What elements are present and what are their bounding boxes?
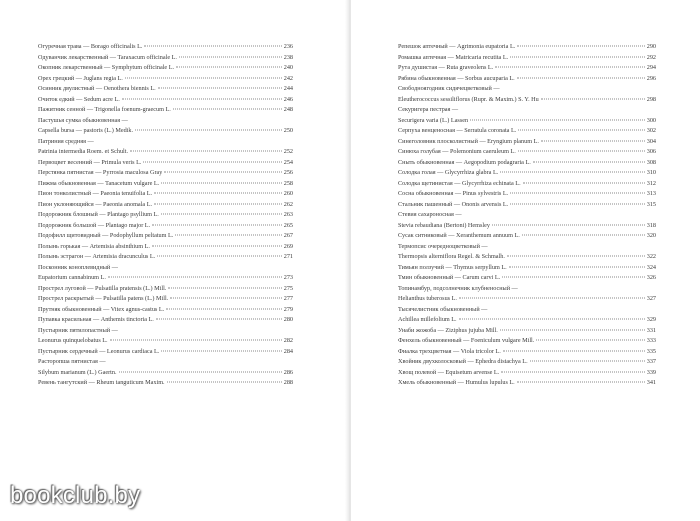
toc-entry xyxy=(38,368,293,379)
toc-entry-title: Прострел луговой — Pulsatilla pratensis (L.) Mill. xyxy=(38,284,167,292)
toc-entry-page: 238 xyxy=(283,53,293,61)
leader-dots xyxy=(166,308,282,309)
toc-entry-title: Термопсис очередноцветковый — xyxy=(398,242,488,250)
toc-entry xyxy=(38,273,293,284)
toc-entry-page: 262 xyxy=(283,200,293,208)
toc-entry-page: 246 xyxy=(283,95,293,103)
toc-entry-title: Окопник лекарственный — Symphytum officinale L. xyxy=(38,64,175,71)
toc-entry xyxy=(398,305,656,316)
toc-entry-title: Securigera varia (L.) Lassen xyxy=(398,116,469,124)
toc-entry-page: 327 xyxy=(646,295,656,302)
toc-entry-title: Eupatorium cannabinum L. xyxy=(38,274,106,281)
toc-entry-page: 280 xyxy=(283,316,293,323)
toc-entry-title: Подорожник блошный — Plantago psyllium L. xyxy=(38,211,159,218)
toc-entry-page: 315 xyxy=(646,200,656,208)
toc-entry xyxy=(38,158,293,169)
toc-entry-title: Подорожник большой — Plantago major L. xyxy=(38,221,151,229)
toc-entry xyxy=(38,336,293,347)
toc-entry-page: 286 xyxy=(283,368,293,376)
toc-entry-page: 313 xyxy=(646,190,656,197)
right-toc xyxy=(398,42,656,389)
toc-entry xyxy=(398,357,656,368)
toc-entry-page: 282 xyxy=(283,337,293,344)
toc-entry-title: Фенхель обыкновенный — Foeniculum vulgare Mill. xyxy=(398,337,535,344)
toc-entry-page: 329 xyxy=(646,316,656,323)
toc-entry-title: Тысячелистник обыкновенный — xyxy=(398,305,488,313)
leader-dots xyxy=(495,67,644,68)
toc-entry-title: Пастушья сумка обыкновенная — xyxy=(38,116,128,124)
toc-entry-page: 240 xyxy=(283,64,293,71)
leader-dots xyxy=(179,56,282,57)
toc-entry-page: 248 xyxy=(283,106,293,113)
leader-dots xyxy=(154,203,282,204)
toc-entry-page: 292 xyxy=(646,53,656,61)
toc-entry xyxy=(38,137,293,148)
toc-entry-page: 306 xyxy=(646,148,656,155)
toc-entry-title: Серпуха венценосная — Serratula coronata L. xyxy=(398,127,517,134)
toc-entry-page: 320 xyxy=(646,232,656,239)
leader-dots xyxy=(510,56,645,57)
toc-entry-page: 326 xyxy=(646,274,656,281)
leader-dots xyxy=(108,277,282,278)
toc-entry-title: Пустырник сердечный — Leonurus cardiaca L. xyxy=(38,347,160,355)
toc-entry xyxy=(38,252,293,263)
toc-entry-title: Перстянка пятнистая — Pyrrosia maculosa Gray xyxy=(38,169,163,176)
leader-dots xyxy=(173,109,282,110)
toc-entry-title: Полынь эстрагон — Artemisia dracunculus L. xyxy=(38,253,156,260)
toc-entry xyxy=(398,252,656,263)
toc-entry xyxy=(38,326,293,337)
leader-dots xyxy=(168,287,281,288)
toc-entry xyxy=(398,189,656,200)
leader-dots xyxy=(470,119,645,120)
toc-entry-page: 254 xyxy=(283,158,293,166)
toc-entry-page: 279 xyxy=(283,305,293,313)
toc-entry-page: 260 xyxy=(283,190,293,197)
toc-entry-title: Орех грецкий — Juglans regia L. xyxy=(38,74,123,82)
toc-entry xyxy=(398,179,656,190)
toc-entry-title: Осинник двулистный — Oenothera biennis L. xyxy=(38,85,156,92)
toc-entry xyxy=(398,137,656,148)
leader-dots xyxy=(143,161,281,162)
leader-dots xyxy=(517,382,645,383)
toc-entry-title: Солодка голая — Glycyrrhiza glabra L. xyxy=(398,169,499,176)
leader-dots xyxy=(170,298,281,299)
toc-entry-title: Солодка щетинистая — Glycyrrhiza echinata L. xyxy=(398,179,521,187)
toc-entry xyxy=(38,42,293,53)
toc-entry xyxy=(398,315,656,326)
toc-entry-page: 273 xyxy=(283,274,293,281)
toc-entry-page: 337 xyxy=(646,358,656,365)
toc-entry-title: Пион тонколистный — Paeonia tenuifolia L. xyxy=(38,190,153,197)
leader-dots xyxy=(510,193,645,194)
leader-dots xyxy=(541,98,645,99)
toc-entry-title: Пион уклоняющийся — Paeonia anomala L. xyxy=(38,200,153,208)
toc-entry-page: 267 xyxy=(283,232,293,239)
toc-entry-page: 304 xyxy=(646,137,656,145)
toc-entry xyxy=(38,221,293,232)
toc-entry-page: 265 xyxy=(283,221,293,229)
toc-entry-title: Первоцвет весенний — Primula veris L. xyxy=(38,158,142,166)
toc-entry xyxy=(398,210,656,221)
leader-dots xyxy=(175,235,281,236)
toc-entry-page: 256 xyxy=(283,169,293,176)
toc-entry-page: 294 xyxy=(646,64,656,71)
toc-entry xyxy=(398,105,656,116)
toc-entry-page: 308 xyxy=(646,158,656,166)
leader-dots xyxy=(500,172,644,173)
toc-entry-page: 324 xyxy=(646,263,656,271)
toc-entry xyxy=(38,105,293,116)
toc-entry-page: 258 xyxy=(283,179,293,187)
right-page xyxy=(351,0,700,521)
toc-entry-page: 290 xyxy=(646,43,656,50)
leader-dots xyxy=(492,224,645,225)
leader-dots xyxy=(176,67,282,68)
toc-entry-title: Helianthus tuberosus L. xyxy=(398,295,457,302)
toc-entry-title: Ревень тангутский — Rheum tanguticum Maxim. xyxy=(38,379,165,386)
toc-entry-page: 318 xyxy=(646,221,656,229)
toc-entry-title: Пажитник сенной — Trigonella foenum-graecum L. xyxy=(38,106,171,113)
toc-entry-page: 277 xyxy=(283,295,293,302)
toc-entry xyxy=(398,231,656,242)
toc-entry xyxy=(398,284,656,295)
toc-entry-page: 269 xyxy=(283,242,293,250)
leader-dots xyxy=(500,329,645,330)
leader-dots xyxy=(152,224,282,225)
leader-dots xyxy=(503,350,645,351)
toc-entry-title: Пустырник пятилопастный — xyxy=(38,326,118,334)
toc-entry xyxy=(398,74,656,85)
toc-entry-title: Патриния средняя — xyxy=(38,137,94,145)
toc-entry-title: Секуригера пестрая — xyxy=(398,106,459,113)
toc-entry xyxy=(38,84,293,95)
toc-entry xyxy=(38,126,293,137)
toc-entry xyxy=(38,53,293,64)
toc-entry-page: 339 xyxy=(646,368,656,376)
leader-dots xyxy=(135,130,282,131)
toc-entry-page: 331 xyxy=(646,326,656,334)
toc-entry xyxy=(38,347,293,358)
toc-entry-title: Одуванчик лекарственный — Taraxacum officinale L. xyxy=(38,53,177,61)
toc-entry-title: Eleutherococcus sessiliflorus (Rupr. & Maxim.) S. Y. Hu xyxy=(398,95,539,103)
toc-entry-title: Хмель обыкновенный — Humulus lupulus L. xyxy=(398,379,515,386)
toc-entry xyxy=(398,116,656,127)
toc-entry xyxy=(38,242,293,253)
leader-dots xyxy=(509,266,645,267)
toc-entry xyxy=(38,168,293,179)
toc-entry-title: Thermopsis alterniflora Regel. & Schmalh. xyxy=(398,253,505,260)
leader-dots xyxy=(152,245,282,246)
toc-entry xyxy=(398,63,656,74)
toc-entry-page: 335 xyxy=(646,347,656,355)
toc-entry-title: Стальник пашенный — Ononis arvensis L. xyxy=(398,200,509,208)
toc-entry xyxy=(38,210,293,221)
toc-entry xyxy=(38,231,293,242)
leader-dots xyxy=(523,182,645,183)
leader-dots xyxy=(536,340,644,341)
toc-entry xyxy=(38,63,293,74)
toc-entry-page: 341 xyxy=(646,379,656,386)
toc-entry xyxy=(38,357,293,368)
toc-entry-title: Сусак ситниковый — Xeranthemum annuum L. xyxy=(398,232,520,239)
toc-entry xyxy=(398,294,656,305)
leader-dots xyxy=(161,214,282,215)
toc-entry xyxy=(398,326,656,337)
toc-entry-page: 322 xyxy=(646,253,656,260)
toc-entry-title: Унаби жожоба — Ziziphus jujuba Mill. xyxy=(398,326,498,334)
toc-entry-title: Синюха голубая — Polemonium caeruleum L. xyxy=(398,148,516,155)
leader-dots xyxy=(541,140,645,141)
toc-entry-title: Свободноягодник сидячецветковый — xyxy=(398,85,500,92)
left-page xyxy=(0,0,349,521)
toc-entry-title: Полынь горькая — Artemisia absinthium L. xyxy=(38,242,150,250)
toc-entry-title: Стевия сахароносная — xyxy=(398,211,462,218)
watermark: bookclub.by xyxy=(10,482,141,509)
leader-dots xyxy=(517,46,644,47)
toc-entry-title: Пупавка красильная — Anthemis tinctoria L. xyxy=(38,316,154,323)
toc-entry xyxy=(398,378,656,389)
toc-entry-page: 333 xyxy=(646,337,656,344)
leader-dots xyxy=(144,46,281,47)
toc-entry-page: 236 xyxy=(283,43,293,50)
toc-entry xyxy=(398,347,656,358)
toc-entry xyxy=(398,158,656,169)
toc-entry-title: Репешок аптечный — Agrimonia eupatoria L. xyxy=(398,43,516,50)
toc-entry-title: Хвойник двухколосковый — Ephedra distachya L. xyxy=(398,358,528,365)
toc-entry xyxy=(38,305,293,316)
toc-entry xyxy=(38,116,293,127)
toc-entry-page: 252 xyxy=(283,148,293,155)
leader-dots xyxy=(167,382,282,383)
toc-entry xyxy=(38,294,293,305)
toc-entry-title: Сосна обыкновенная — Pinus sylvestris L. xyxy=(398,190,509,197)
toc-entry xyxy=(398,42,656,53)
toc-entry-title: Прострел раскрытый — Pulsatilla patens (L.) Mill. xyxy=(38,295,169,302)
leader-dots xyxy=(510,203,644,204)
leader-dots xyxy=(164,172,281,173)
leader-dots xyxy=(533,161,645,162)
toc-entry xyxy=(398,84,656,95)
toc-entry-page: 271 xyxy=(283,253,293,260)
toc-entry xyxy=(398,273,656,284)
toc-entry-page: 275 xyxy=(283,284,293,292)
toc-entry-title: Ромашка аптечная — Matricaria recutita L. xyxy=(398,53,509,61)
toc-entry-title: Silybum marianum (L.) Gaertn. xyxy=(38,368,117,376)
leader-dots xyxy=(517,77,645,78)
toc-entry-title: Achillea millefolium L. xyxy=(398,316,457,323)
toc-entry xyxy=(398,242,656,253)
leader-dots xyxy=(119,371,282,372)
leader-dots xyxy=(522,235,645,236)
toc-entry xyxy=(398,95,656,106)
toc-entry xyxy=(398,126,656,137)
toc-entry-title: Расторопша пятнистая — xyxy=(38,358,106,365)
toc-entry xyxy=(398,263,656,274)
toc-entry xyxy=(38,74,293,85)
toc-entry xyxy=(38,189,293,200)
leader-dots xyxy=(154,193,282,194)
toc-entry xyxy=(38,263,293,274)
toc-entry-title: Leonurus quinquelobatus L. xyxy=(38,337,108,344)
toc-entry-title: Сныть обыкновенная — Aegopodium podagraria L. xyxy=(398,158,531,166)
toc-entry-page: 288 xyxy=(283,379,293,386)
leader-dots xyxy=(125,77,282,78)
toc-entry xyxy=(398,368,656,379)
toc-entry xyxy=(38,315,293,326)
toc-entry-page: 300 xyxy=(646,116,656,124)
toc-entry-title: Огуречная трава — Borago officinalis L. xyxy=(38,43,143,50)
leader-dots xyxy=(158,88,282,89)
leader-dots xyxy=(110,340,282,341)
toc-entry xyxy=(398,336,656,347)
leader-dots xyxy=(507,256,645,257)
toc-entry xyxy=(38,95,293,106)
toc-entry xyxy=(38,179,293,190)
toc-entry-page: 263 xyxy=(283,211,293,218)
toc-entry-page: 296 xyxy=(646,74,656,82)
leader-dots xyxy=(502,277,645,278)
toc-entry xyxy=(398,168,656,179)
toc-entry-title: Stevia rebaudiana (Bertoni) Hemsley xyxy=(398,221,490,229)
leader-dots xyxy=(518,130,644,131)
leader-dots xyxy=(130,151,282,152)
toc-entry-page: 298 xyxy=(646,95,656,103)
leader-dots xyxy=(530,361,645,362)
leader-dots xyxy=(161,182,282,183)
leader-dots xyxy=(459,319,645,320)
toc-entry xyxy=(38,147,293,158)
toc-entry-title: Очиток едкий — Sedum acre L. xyxy=(38,95,120,103)
leader-dots xyxy=(156,319,282,320)
toc-entry-title: Прутняк обыкновенный — Vitex agnus-castus L. xyxy=(38,305,165,313)
toc-entry-title: Синеголовник плосколистный — Eryngium planum L. xyxy=(398,137,539,145)
left-toc xyxy=(38,42,293,389)
toc-entry xyxy=(398,221,656,232)
leader-dots xyxy=(161,350,281,351)
toc-entry-title: Рута душистая — Ruta graveolens L. xyxy=(398,64,494,71)
leader-dots xyxy=(501,371,644,372)
toc-entry xyxy=(398,200,656,211)
toc-entry xyxy=(38,200,293,211)
leader-dots xyxy=(459,298,645,299)
toc-entry-title: Patrinia intermedia Roem. et Schult. xyxy=(38,148,129,155)
toc-entry-title: Рябина обыкновенная — Sorbus aucuparia L. xyxy=(398,74,515,82)
toc-entry xyxy=(38,284,293,295)
leader-dots xyxy=(518,151,645,152)
toc-entry-page: 310 xyxy=(646,169,656,176)
toc-entry-page: 250 xyxy=(283,127,293,134)
toc-entry-page: 242 xyxy=(283,74,293,82)
leader-dots xyxy=(122,98,282,99)
toc-entry-title: Посконник коноплевидный — xyxy=(38,263,118,271)
toc-entry-title: Хвощ полевой — Equisetum arvense L. xyxy=(398,368,500,376)
toc-entry-title: Фиалка трехцветная — Viola tricolor L. xyxy=(398,347,501,355)
toc-entry xyxy=(38,378,293,389)
toc-entry-page: 302 xyxy=(646,127,656,134)
toc-entry-page: 244 xyxy=(283,85,293,92)
toc-entry-title: Тмин обыкновенный — Carum carvi L. xyxy=(398,274,501,281)
toc-entry-title: Топинамбур, подсолнечник клубненосный — xyxy=(398,284,518,292)
toc-entry xyxy=(398,147,656,158)
toc-entry-page: 312 xyxy=(646,179,656,187)
toc-entry-title: Тимьян ползучий — Thymus serpyllum L. xyxy=(398,263,507,271)
toc-entry-title: Пижма обыкновенная — Tanacetum vulgare L. xyxy=(38,179,160,187)
toc-entry-page: 284 xyxy=(283,347,293,355)
toc-entry xyxy=(398,53,656,64)
leader-dots xyxy=(157,256,282,257)
toc-entry-title: Подофилл щитовидный — Podophyllum peltatum L. xyxy=(38,232,174,239)
toc-entry-title: Capsella bursa — pastoris (L.) Medik. xyxy=(38,127,134,134)
